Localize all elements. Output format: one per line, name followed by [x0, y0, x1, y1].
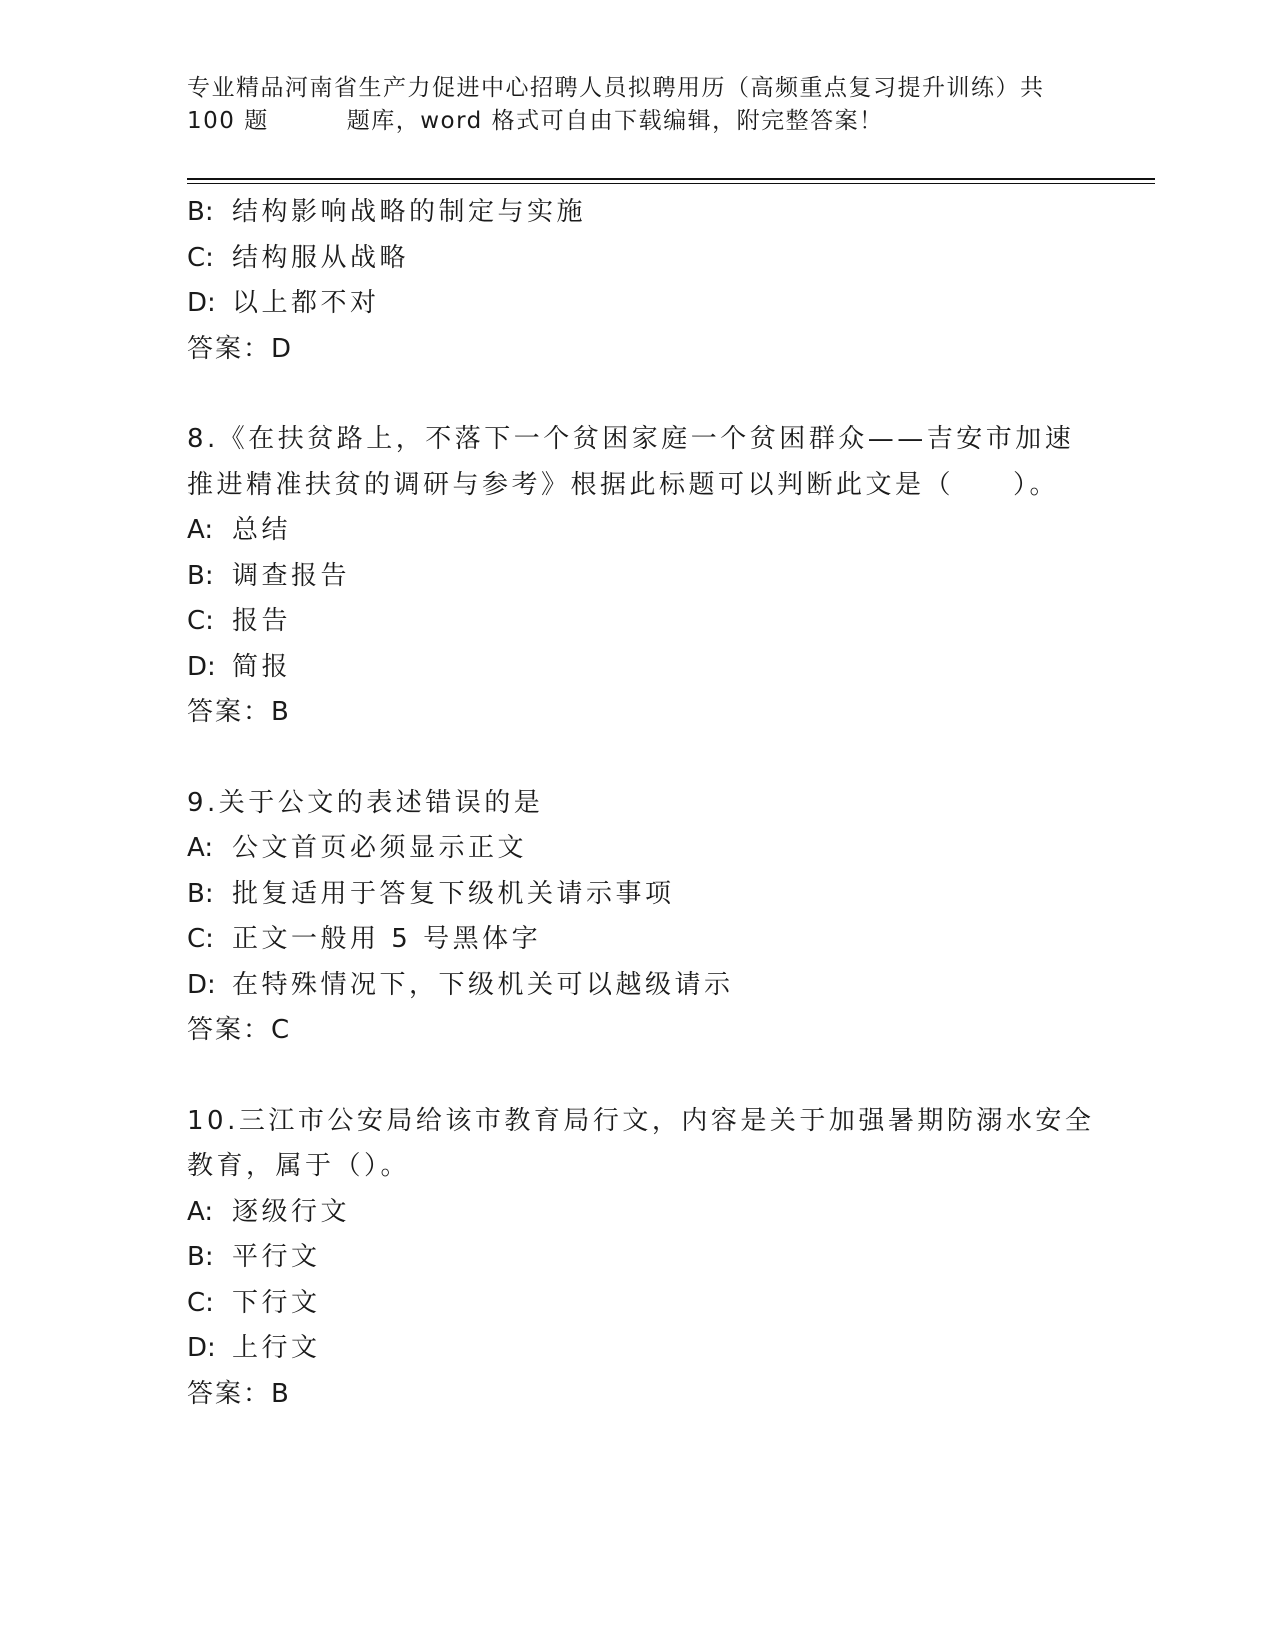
answer: 答案：C — [187, 1015, 292, 1045]
option-b: B: 平行文 — [187, 1242, 321, 1272]
question-stem — [187, 1099, 1095, 1190]
document-header — [187, 72, 1087, 138]
option-b: B: 批复适用于答复下级机关请示事项 — [187, 878, 675, 909]
question-stem-line: 推进精准扶贫的调研与参考》根据此标题可以判断此文是（ ）。 — [187, 469, 1060, 500]
option-c: C: 结构服从战略 — [187, 242, 410, 273]
question-stem-line: 9.关于公文的表述错误的是 — [187, 787, 544, 818]
option-c: C: 下行文 — [187, 1287, 321, 1318]
continued-question — [187, 190, 1087, 372]
header-line-2 — [187, 105, 1087, 138]
option-b: B: 结构影响战略的制定与实施 — [187, 197, 587, 227]
header-line-1: 专业精品河南省生产力促进中心招聘人员拟聘用历（高频重点复习提升训练）共 — [187, 75, 1045, 101]
option-d: D: 上行文 — [187, 1333, 321, 1363]
option-d: D: 简报 — [187, 651, 292, 682]
answer: 答案：B — [187, 697, 291, 727]
option-b: B: 调查报告 — [187, 560, 351, 591]
question-9 — [187, 781, 1087, 1054]
option-c: C: 正文一般用 5 号黑体字 — [187, 924, 542, 954]
option-a: A: 公文首页必须显示正文 — [187, 833, 528, 863]
option-c: C: 报告 — [187, 606, 292, 636]
answer: 答案：B — [187, 1378, 291, 1409]
header-question-count: 100 题 — [187, 108, 269, 134]
header-description: 题库，word 格式可自由下载编辑，附完整答案！ — [346, 108, 884, 134]
question-10 — [187, 1099, 1095, 1418]
option-a: A: 逐级行文 — [187, 1196, 351, 1227]
answer: 答案：D — [187, 333, 294, 364]
header-divider-thin — [187, 183, 1155, 184]
question-stem — [187, 781, 1087, 827]
question-stem-line: 8.《在扶贫路上，不落下一个贫困家庭一个贫困群众——吉安市加速 — [187, 424, 1075, 454]
question-stem — [187, 417, 1087, 508]
option-d: D: 以上都不对 — [187, 288, 380, 318]
question-8 — [187, 417, 1087, 736]
question-stem-line: 10.三江市公安局给该市教育局行文，内容是关于加强暑期防溺水安全 — [187, 1105, 1095, 1136]
header-divider-thick — [187, 178, 1155, 180]
option-d: D: 在特殊情况下，下级机关可以越级请示 — [187, 969, 734, 1000]
option-a: A: 总结 — [187, 515, 292, 545]
question-stem-line: 教育，属于（）。 — [187, 1151, 411, 1181]
document-body — [187, 190, 1095, 1417]
